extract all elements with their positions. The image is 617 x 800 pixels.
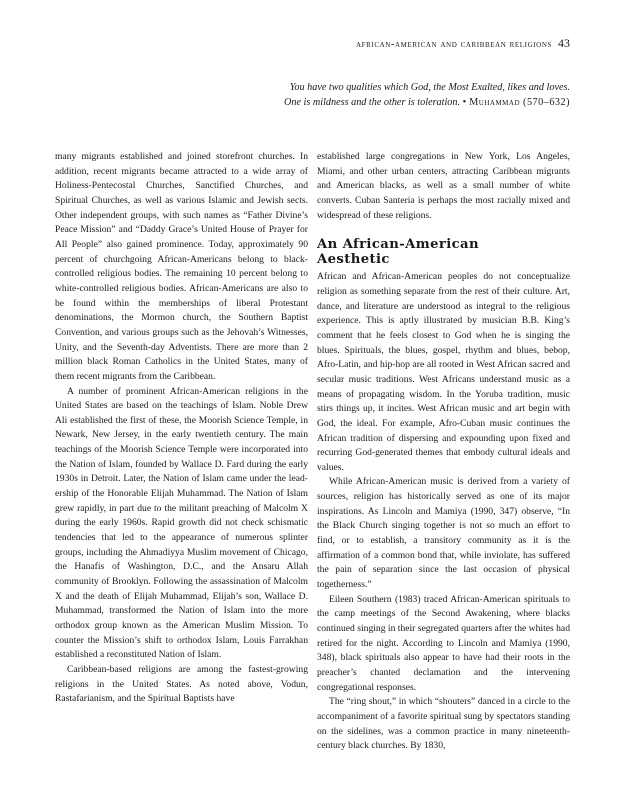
body-paragraph: established large congregations in New York, Los Angeles, Miami, and other urban centers, attracting Caribbean migrants and American blacks, as well as a small number of white converts. Cuban Santeria is perhaps the most racially mixed and widespread of these religions. <box>317 151 570 221</box>
epigraph-attribution: Muhammad (570–632) <box>469 97 570 108</box>
epigraph-line-2 <box>150 95 570 110</box>
running-head-title: african-american and caribbean religions <box>356 39 552 50</box>
epigraph <box>150 80 570 110</box>
body-paragraph: The “ring shout,” in which “shouters” danced in a circle to the accompaniment of a favorite spiritual sung by spectators standing on the sidelines, was a common practice in many nineteenth-century black churches. By 1830, <box>317 696 570 752</box>
running-head <box>270 36 570 51</box>
epigraph-line-1: You have two qualities which God, the Most Exalted, likes and loves. <box>289 82 570 93</box>
body-paragraph: Caribbean-based religions are among the fastest-growing religions in the United States. As noted above, Vodun, Rastafarianism, and the Spiritual Baptists have <box>55 663 308 705</box>
epigraph-line-2-text: One is mildness and the other is toleration. <box>284 97 461 108</box>
body-paragraph: many migrants established and joined storefront churches. In addition, recent migrants became attracted to a wide array of Holiness-Pentecostal Churches, Sanctified Churches, and Spiritual Churches, as well as various Islamic and Jewish sects. Other independent groups, with such names as “Father Divine’s Peace Mission” and “Daddy Grace’s United House of Prayer for All People” also gained prominence. Today, approximately 90 percent of churchgoing African-Americans belong to black-controlled religious bodies. The remaining 10 percent belong to white-controlled religious bodies. African-Americans are also to be found within the memberships of liberal Protestant denominations, the Mormon church, the Southern Baptist Convention, and various groups such as the Jehovah’s Witnesses, Unity, and the Seventh-day Adventists. There are more than 2 million black Roman Catholics in the United States, many of them recent migrants from the Caribbean. <box>55 151 308 382</box>
body-paragraph: While African-American music is derived from a variety of sources, religion has historically served as one of its major inspirations. As Lincoln and Mamiya (1990, 347) observe, “In the Black Church singing together is not so much an effort to find, or to establish, a transitory community as it is the affirmation of a common bond that, while inviolate, has suffered the pain of separation since the last occasion of physical togetherness.” <box>317 476 570 591</box>
section-heading <box>317 237 570 267</box>
section-heading-line-1: An African-American <box>317 237 479 253</box>
body-paragraph: Eileen Southern (1983) traced African-American spirituals to the camp meetings of the Second Awakening, where blacks continued singing in their segregated quarters after the whites had retired for the night. According to Lincoln and Mamiya (1990, 348), black spirituals also appear to have had their roots in the preacher’s chanted declamation and the intervening congregational responses. <box>317 593 570 693</box>
right-column <box>317 150 570 754</box>
section-heading-line-2: Aesthetic <box>317 252 390 268</box>
epigraph-bullet: • <box>462 97 467 108</box>
left-column <box>55 150 308 707</box>
page-number: 43 <box>558 36 570 50</box>
body-paragraph: A number of prominent African-American religions in the United States are based on the teachings of Islam. Noble Drew Ali established the first of these, the Moorish Science Temple, in Newark, New Jersey, in the early twentieth century. The main teachings of the Moorish Science Temple were incorporated into the Nation of Islam, founded by Wallace D. Fard during the early 1930s in Detroit. Later, the Nation of Islam came under the leadership of the Honorable Elijah Muhammad. The Nation of Islam grew rapidly, in part due to the militant preaching of Malcolm X during the early 1960s. Rapid growth did not check schismatic tendencies that led to the appearance of numerous splinter groups, including the Ahmadiyya Muslim movement of Chicago, the Hanafis of Washington, D.C., and the Ansaru Allah community of Brooklyn. Following the assassination of Malcolm X and the death of Elijah Muhammad, Elijah’s son, Wallace D. Muhammad, transformed the Nation of Islam into the more orthodox group known as the American Muslim Mission. To counter the Mission’s shift to orthodox Islam, Louis Farrakhan established a reconstituted Nation of Islam. <box>55 385 308 661</box>
body-paragraph: African and African-American peoples do not conceptualize religion as something separate from the rest of their culture. Art, dance, and literature are understood as integral to the religious experience. This is aptly illustrated by musician B.B. King’s comment that he feels closest to God when he is singing the blues. Spirituals, the blues, gospel, rhythm and blues, bebop, Afro-Latin, and hip-hop are all rooted in West African sacred and secular music traditions. West Africans understand music as a means of propagating wisdom. In the Yoruba tradition, music stirs things up, it incites. West African music and art begin with God, the ideal. For example, Afro-Cuban music continues the African tradition of dispersing and expounding upon fixed and recurring God-generated themes that embody cultural ideals and values. <box>317 271 570 473</box>
